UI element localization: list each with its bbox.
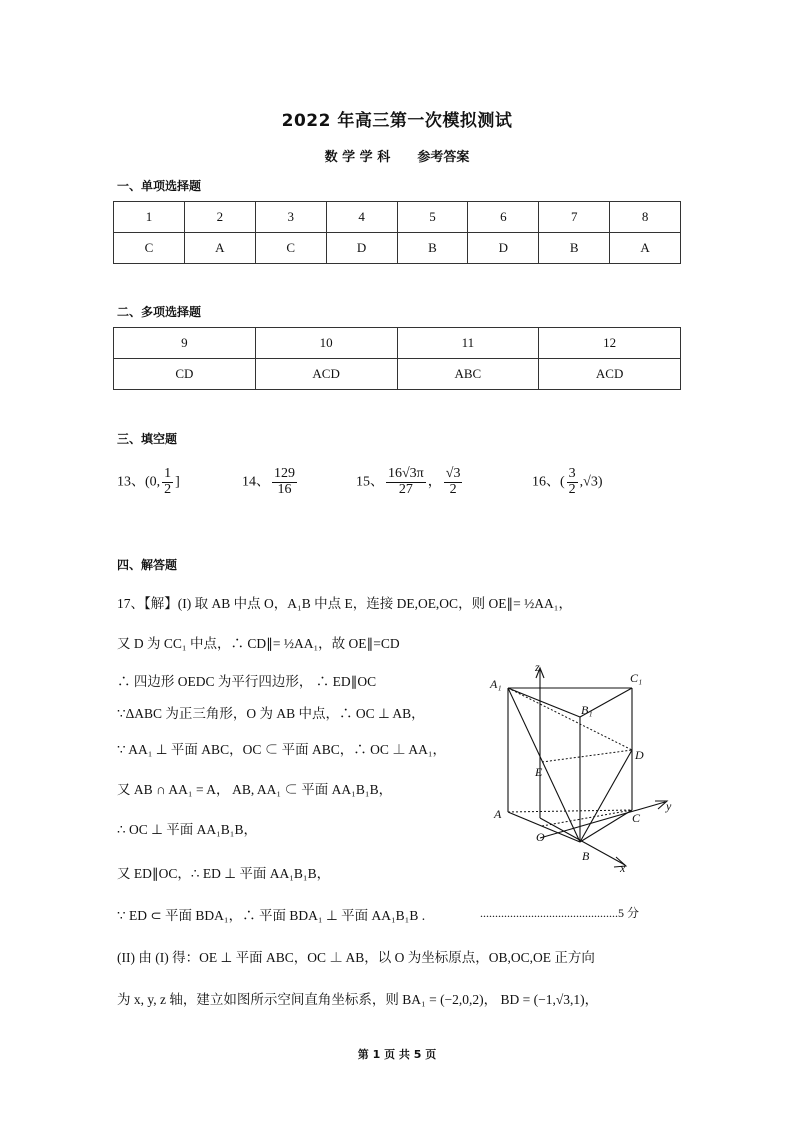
label-C: C: [632, 811, 641, 825]
table-cell: 9: [114, 328, 256, 359]
table-cell: 11: [397, 328, 539, 359]
table-row-answers: [114, 233, 681, 264]
prism-figure: [480, 660, 680, 880]
section-heading-single-choice: 一、单项选择题: [117, 179, 202, 193]
answer-text: ,√3): [579, 474, 603, 490]
multi-choice-table: [113, 327, 681, 390]
fraction: $\frac{1}{2}$: [164, 466, 172, 497]
solution-line: 又 D 为 CC₁ 中点，∴ CD∥= ½AA₁，故 OE∥=CD: [117, 636, 400, 651]
label-E: E: [535, 765, 543, 779]
label-B1: B₁: [581, 703, 593, 717]
table-cell: B: [397, 233, 468, 264]
fraction: $\frac{√3}{2}$: [445, 466, 461, 497]
segment-A1B: [508, 688, 580, 842]
dot-leader: ..............................................: [480, 906, 618, 920]
table-cell: 8: [610, 202, 681, 233]
table-cell: ABC: [397, 359, 539, 390]
table-row-answers: [114, 359, 681, 390]
label-A: A: [494, 807, 502, 821]
table-cell: 4: [326, 202, 397, 233]
score-value: 5 分: [618, 906, 640, 920]
answer-text: (0,: [145, 474, 161, 490]
solution-line: 17、【解】(I) 取 AB 中点 O，A₁B 中点 E，连接 DE,OE,OC，则 OE∥= ½AA₁，: [117, 596, 573, 611]
table-cell: C: [114, 233, 185, 264]
table-cell: D: [326, 233, 397, 264]
label-x: x: [620, 861, 626, 875]
solution-line: ∵ΔABC 为正三角形，O 为 AB 中点，∴ OC ⊥ AB，: [117, 706, 425, 721]
table-cell: 7: [539, 202, 610, 233]
table-cell: ACD: [255, 359, 397, 390]
answer-14: [242, 467, 299, 497]
label-z: z: [535, 660, 540, 674]
label-C1: C₁: [630, 671, 643, 685]
segment-BD: [580, 750, 632, 842]
solution-line: (II) 由 (I) 得：OE ⊥ 平面 ABC，OC ⊥ AB，以 O 为坐标原点，OB,OC,OE 正方向: [117, 950, 595, 965]
solution-line: ∵ AA₁ ⊥ 平面 ABC，OC ⊂ 平面 ABC，∴ OC ⊥ AA₁，: [117, 742, 447, 757]
fraction: $\frac{16√3\pi}{27}$: [388, 466, 424, 497]
page-subtitle: 数 学 学 科 参考答案: [324, 150, 470, 165]
table-cell: C: [255, 233, 326, 264]
answer-text: ]: [175, 474, 180, 490]
question-number: 15、: [356, 474, 384, 490]
solution-line: ∴ OC ⊥ 平面 AA₁B₁B，: [117, 822, 258, 837]
answer-16: [532, 467, 603, 497]
edge-A1B1: [508, 688, 580, 717]
solution-line: 为 x, y, z 轴，建立如图所示空间直角坐标系，则 BA₁ = (−2,0,2)， BD = (−1,√3,1)，: [117, 992, 599, 1007]
table-cell: 12: [539, 328, 681, 359]
table-cell: A: [610, 233, 681, 264]
solution-line: ∵ ED ⊂ 平面 BDA₁，∴ 平面 BDA₁ ⊥ 平面 AA₁B₁B .: [117, 908, 426, 923]
table-row-numbers: [114, 328, 681, 359]
table-cell: 3: [255, 202, 326, 233]
hidden-segment-ED: [542, 750, 632, 762]
page-footer: 第 1 页 共 5 页: [357, 1048, 437, 1061]
table-cell: 5: [397, 202, 468, 233]
table-cell: 1: [114, 202, 185, 233]
question-number: 16、: [532, 474, 560, 490]
answer-13: [117, 467, 180, 497]
section-heading-solutions: 四、解答题: [117, 558, 178, 572]
single-choice-table: [113, 201, 681, 264]
fraction: $\frac{129}{16}$: [274, 466, 295, 497]
page-title: 2022 年高三第一次模拟测试: [281, 111, 513, 131]
solution-line: 又 ED∥OC，∴ ED ⊥ 平面 AA₁B₁B，: [117, 866, 331, 881]
label-O: O: [536, 830, 545, 844]
label-A1: A₁: [490, 677, 502, 691]
fraction: $\frac{3}{2}$: [568, 466, 576, 497]
table-cell: A: [184, 233, 255, 264]
hidden-edge-AC: [508, 810, 632, 812]
label-D: D: [635, 748, 644, 762]
section-heading-fill-blank: 三、填空题: [117, 432, 178, 446]
label-B: B: [582, 849, 590, 863]
table-cell: ACD: [539, 359, 681, 390]
hidden-segment-A1D: [508, 688, 632, 750]
separator: ，: [427, 474, 442, 490]
question-number: 13、: [117, 474, 145, 490]
table-cell: B: [539, 233, 610, 264]
score-indicator: [480, 904, 639, 921]
table-cell: 2: [184, 202, 255, 233]
table-cell: D: [468, 233, 539, 264]
solution-line: ∴ 四边形 OEDC 为平行四边形， ∴ ED∥OC: [117, 674, 377, 689]
table-cell: CD: [114, 359, 256, 390]
label-y: y: [666, 799, 672, 813]
table-row-numbers: [114, 202, 681, 233]
answer-text: (: [560, 474, 565, 490]
section-heading-multi-choice: 二、多项选择题: [117, 305, 202, 319]
table-cell: 6: [468, 202, 539, 233]
table-cell: 10: [255, 328, 397, 359]
question-number: 14、: [242, 474, 270, 490]
solution-line: 又 AB ∩ AA₁ = A， AB, AA₁ ⊂ 平面 AA₁B₁B，: [117, 782, 393, 797]
answer-15: [356, 467, 464, 497]
